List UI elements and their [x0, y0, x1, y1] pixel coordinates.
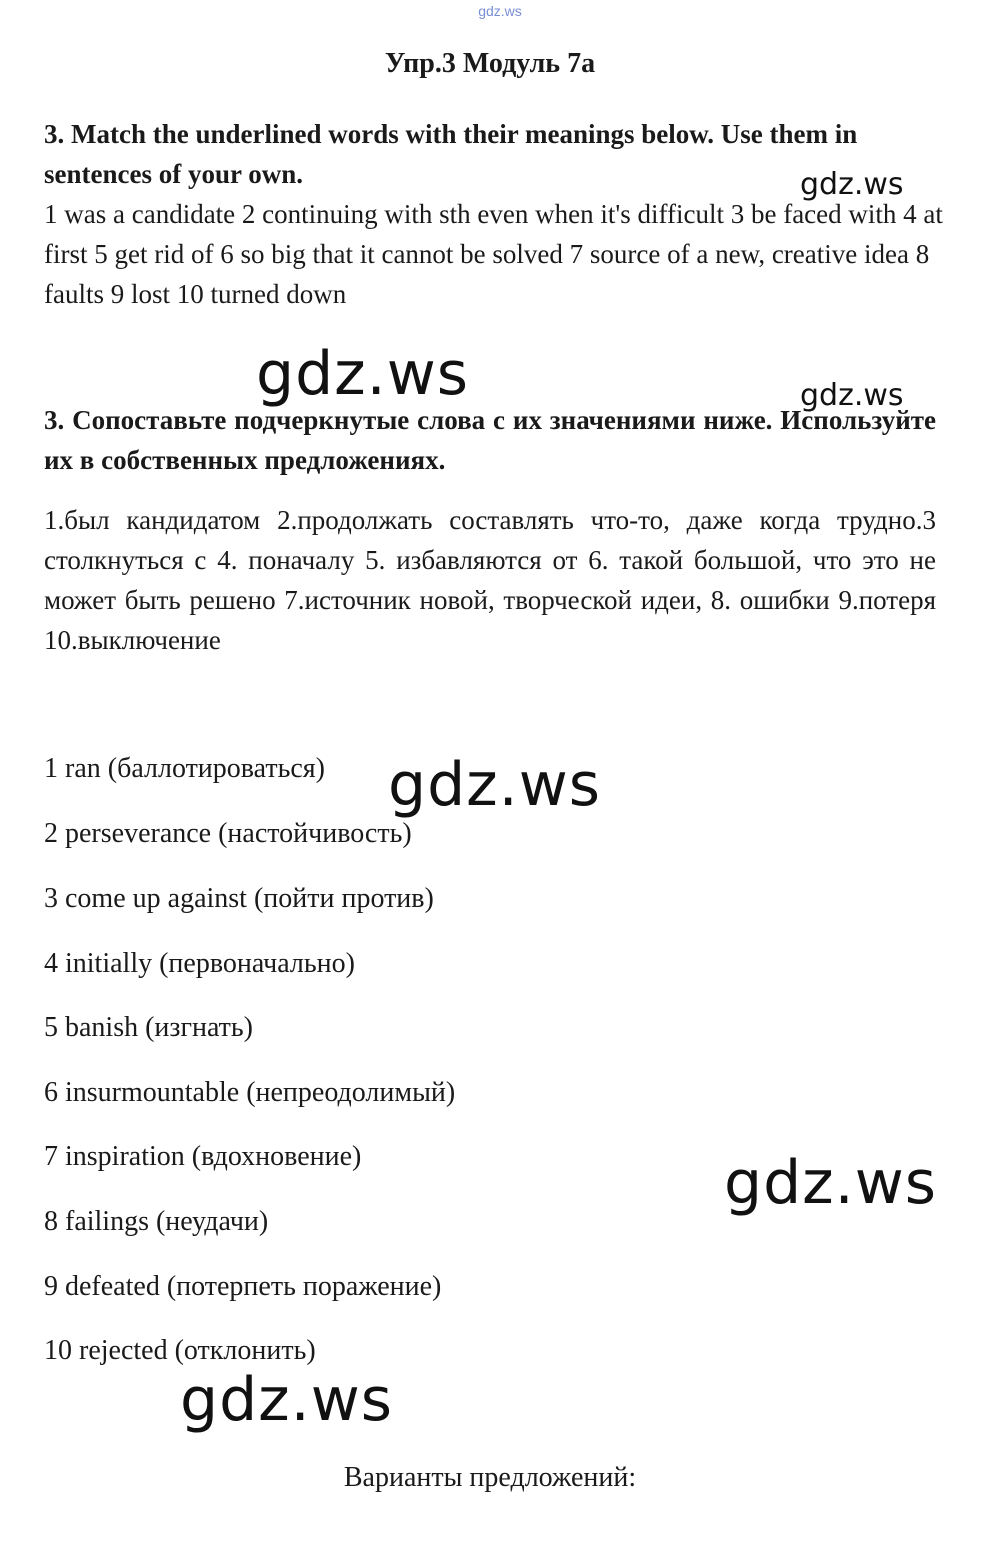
top-watermark: gdz.ws: [478, 3, 522, 19]
answer-item: 8 failings (неудачи): [44, 1206, 269, 1237]
answer-item: 10 rejected (отклонить): [44, 1335, 316, 1366]
answer-item: 6 insurmountable (непреодолимый): [44, 1077, 456, 1108]
task-instruction-ru: 3. Сопоставьте подчеркнутые слова с их значениями ниже. Используйте их в собственных предложениях.: [44, 405, 936, 475]
answer-item: 3 come up against (пойти против): [44, 883, 434, 914]
answer-item: 9 defeated (потерпеть поражение): [44, 1271, 442, 1302]
watermark: gdz.ws: [388, 750, 602, 820]
task-instruction-en: 3. Match the underlined words with their meanings below. Use them in sentences of your own.: [44, 119, 858, 189]
answer-item: 1 ran (баллотироваться): [44, 753, 325, 784]
answer-item: 2 perseverance (настойчивость): [44, 818, 412, 849]
answer-item: 7 inspiration (вдохновение): [44, 1141, 362, 1172]
watermark: gdz.ws: [724, 1148, 938, 1218]
answer-item: 5 banish (изгнать): [44, 1012, 253, 1043]
watermark: gdz.ws: [800, 167, 904, 202]
watermark: gdz.ws: [256, 339, 470, 409]
watermark: gdz.ws: [180, 1365, 394, 1435]
page-title: Упр.3 Модуль 7a: [384, 48, 596, 79]
watermark: gdz.ws: [800, 378, 904, 413]
sentence-variants-heading: Варианты предложений:: [343, 1462, 637, 1493]
answer-item: 4 initially (первоначально): [44, 948, 355, 979]
meanings-list-ru: 1.был кандидатом 2.продолжать составлять что-то, даже когда трудно.3 столкнуться с 4. поначалу 5. избавляются от 6. такой большой, что это не может быть решено 7.источник новой, творческой идеи, 8. ошибки 9.потеря 10.выключение: [44, 505, 936, 655]
meanings-list-en: 1 was a candidate 2 continuing with sth even when it's difficult 3 be faced with 4 at first 5 get rid of 6 so big that it cannot be solved 7 source of a new, creative idea 8 faults 9 lost 10 turned down: [44, 199, 943, 309]
